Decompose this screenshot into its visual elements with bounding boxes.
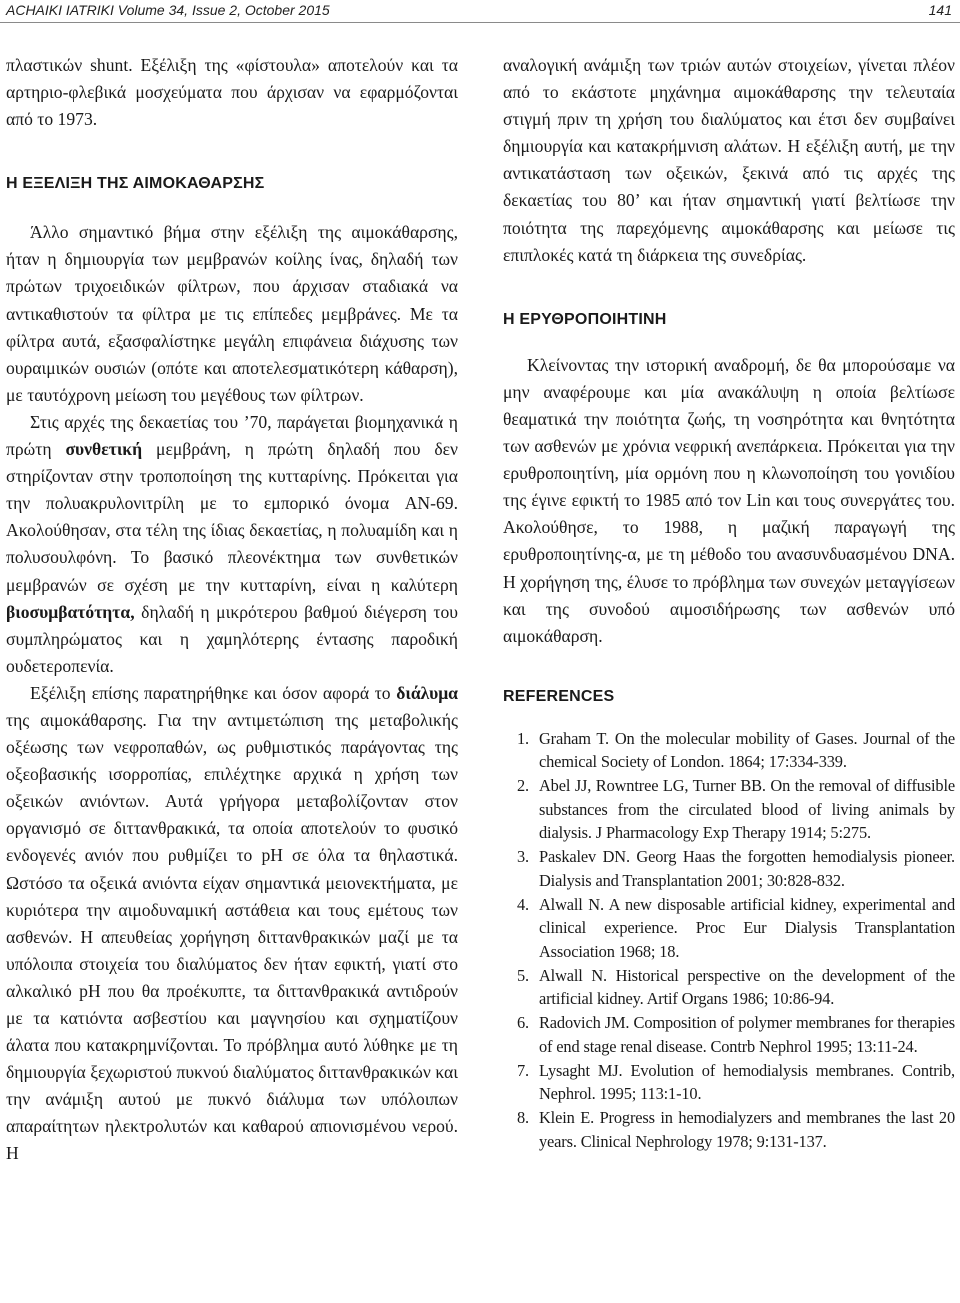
reference-item: 7. Lysaght MJ. Evolution of hemodialysis membranes. Contrib, Nephrol. 1995; 113:1-10. <box>517 1060 955 1104</box>
reference-list <box>503 727 955 1154</box>
left-column <box>6 52 458 1168</box>
intro-paragraph: πλαστικών shunt. Εξέλιξη της «φίστουλα» αποτελούν και τα αρτηριο-φλεβικά μοσχεύματα που άρχισαν να εφαρμόζονται από το 1973. <box>6 55 458 130</box>
paragraph-hollow-fiber: Άλλο σημαντικό βήμα στην εξέλιξη της αιμοκάθαρσης, ήταν η δημιουργία των μεμβρανών κοίλης ίνας, δηλαδή των πρώτων τριχοειδικών φίλτρων, που άρχισαν σταδιακά να αντικαθιστούν τα φίλτρα με τις επίπεδες μεμβράνες. Με τα φίλτρα αυτά, εξασφαλίστηκε μεγάλη επιφάνεια διάχυσης των ουραιμικών ουσιών (οπότε και αποτελεσματικότερη κάθαρση), με ταυτόχρονη μείωση του μεγέθους των φίλτρων. <box>6 222 458 405</box>
continuation-paragraph: αναλογική ανάμιξη των τριών αυτών στοιχείων, γίνεται πλέον από το εκάστοτε μηχάνημα αιμοκάθαρσης την τελευταία στιγμή πριν τη χρήση του διαλύματος και έτσι δεν συμβαίνει δημιουργία και κατακρήμνιση αλάτων. Η εξέλιξη αυτή, με την αντικατάσταση των οξεικών, ξεκινά από τις αρχές της δεκαετίας του 80’ και ήταν σημαντική γιατί βελτίωσε την ποιότητα της παρεχόμενης αιμοκάθαρσης και μείωσε τις επιπλοκές κατά τη διάρκεια της συνεδρίας. <box>503 55 955 265</box>
bold-term-biocompatibility: βιοσυμβατότητα, <box>6 601 135 622</box>
reference-item: 5. Alwall N. Historical perspective on the development of the artificial kidney. Artif Organs 1986; 10:86-94. <box>517 965 955 1009</box>
reference-item: 4. Alwall N. A new disposable artificial kidney, experimental and clinical experience. Proc Eur Dialysis Transplantation Association 1968; 18. <box>517 894 955 961</box>
journal-title: ACHAIKI IATRIKI Volume 34, Issue 2, October 2015 <box>6 2 330 18</box>
reference-item: 8. Klein E. Progress in hemodialyzers and membranes the last 20 years. Clinical Nephrology 1978; 9:131-137. <box>517 1108 955 1151</box>
paragraph-synthetic-membranes: Στις αρχές της δεκαετίας του ’70, παράγεται βιομηχανικά η πρώτη συνθετική μεμβράνη, η πρώτη δηλαδή που δεν στηρίζονταν στην τροποποίηση της κυτταρίνης. Πρόκειται για την πολυακρυλονιτρίλη με το εμπορικό όνομα AN-69. Ακολούθησαν, στα τέλη της ίδιας δεκαετίας, η πολυαμίδη και η πολυσουλφόνη. Το βασικό πλεονέκτημα των συνθετικών μεμβρανών σε σχέση με την κυτταρίνη, είναι η καλύτερη βιοσυμβατότητα, δηλαδή η μικρότερου βαθμού διέγερση του συμπληρώματος και η χαμηλότερης έντασης παροδική ουδετεροπενία. <box>6 411 458 676</box>
paragraph-erythropoietin: Κλείνοντας την ιστορική αναδρομή, δε θα μπορούσαμε να μην αναφέρουμε και μία ανακάλυψη η οποία βελτίωσε θεαματικά την ποιότητα ζωής, τη νοσηρότητα και θνητότητα των ασθενών με χρόνια νεφρική ανεπάρκεια. Πρόκειται για την ερυθροποιητίνη, μία ορμόνη που η κλωνοποίηση του γονιδίου της έγινε εφικτή το 1985 από τον Lin και τους συνεργάτες του. Ακολούθησε, το 1988, η μαζική παραγωγή της ερυθροποιητίνης-α, με τη μέθοδο του ανασυνδυασμένου DNA. Η χορήγηση της, έλυσε το πρόβλημα των συνεχών μεταγγίσεων και της συνοδού αιμοσιδήρωσης των ασθενών υπό αιμοκάθαρση. <box>503 354 955 646</box>
running-header <box>0 0 960 23</box>
bold-term-synthetic: συνθετική <box>65 439 143 460</box>
section-heading-erythropoietin: Η ΕΡΥΘΡΟΠΟΙΗΤΙΝΗ <box>503 310 667 328</box>
right-column <box>503 52 955 1154</box>
section-heading-hemodialysis: Η ΕΞΕΛΙΞΗ ΤΗΣ ΑΙΜΟΚΑΘΑΡΣΗΣ <box>6 175 265 193</box>
reference-item: 3. Paskalev DN. Georg Haas the forgotten hemodialysis pioneer. Dialysis and Transplantation 2001; 30:828-832. <box>517 847 955 890</box>
reference-item: 1. Graham T. On the molecular mobility of Gases. Journal of the chemical Society of London. 1864; 17:334-339. <box>517 728 955 772</box>
bold-term-dialysate: διάλυμα <box>396 682 458 703</box>
reference-item: 6. Radovich JM. Composition of polymer membranes for therapies of end stage renal disease. Contrb Nephrol 1995; 13:11-24. <box>517 1013 955 1056</box>
references-heading: REFERENCES <box>503 687 615 705</box>
paragraph-dialysate: Εξέλιξη επίσης παρατηρήθηκε και όσον αφορά το διάλυμα της αιμοκάθαρσης. Για την αντιμετώπιση της μεταβολικής οξέωσης των νεφροπαθών, ως ρυθμιστικός παράγοντας της οξεοβασικής ισορροπίας, επιλέχτηκε αρχικά η χρήση των οξεικών ανιόντων. Αυτά γρήγορα μεταβολίζονταν στον οργανισμό σε διττανθρακικά, τα οποία αποτελούν το φυσικό ενδογενές ανιόν που ρυθμίζει το pH σε όλα τα θηλαστικά. Ωστόσο τα οξεικά ανιόντα είχαν σημαντικά μειονεκτήματα, με κυριότερα την αιμοδυναμική αστάθεια και τους εμέτους των ασθενών. Η απευθείας χορήγηση διττανθρακικών μαζί με τα υπόλοιπα στοιχεία του διαλύματος δεν ήταν εφικτή, γιατί στο αλκαλικό pH που θα προέκυπτε, τα διττανθρακικά αντιδρούν με τα κατιόντα ασβεστίου και μαγνησίου και σχηματίζουν άλατα που κατακρημνίζονται. Το πρόβλημα αυτό λύθηκε με τη δημιουργία ξεχωριστού πυκνού διαλύματος διττανθρακικών και την ανάμιξη αυτού με πυκνό διάλυμα των υπόλοιπων απαραίτητων ηλεκτρολυτών και καθαρού απιονισμένου νερού. Η <box>6 682 458 1164</box>
page-number: 141 <box>928 2 952 18</box>
reference-item: 2. Abel JJ, Rowntree LG, Turner BB. On the removal of diffusible substances from the circulated blood of living animals by dialysis. J Pharmacology Exp Therapy 1914; 5:275. <box>517 776 955 843</box>
